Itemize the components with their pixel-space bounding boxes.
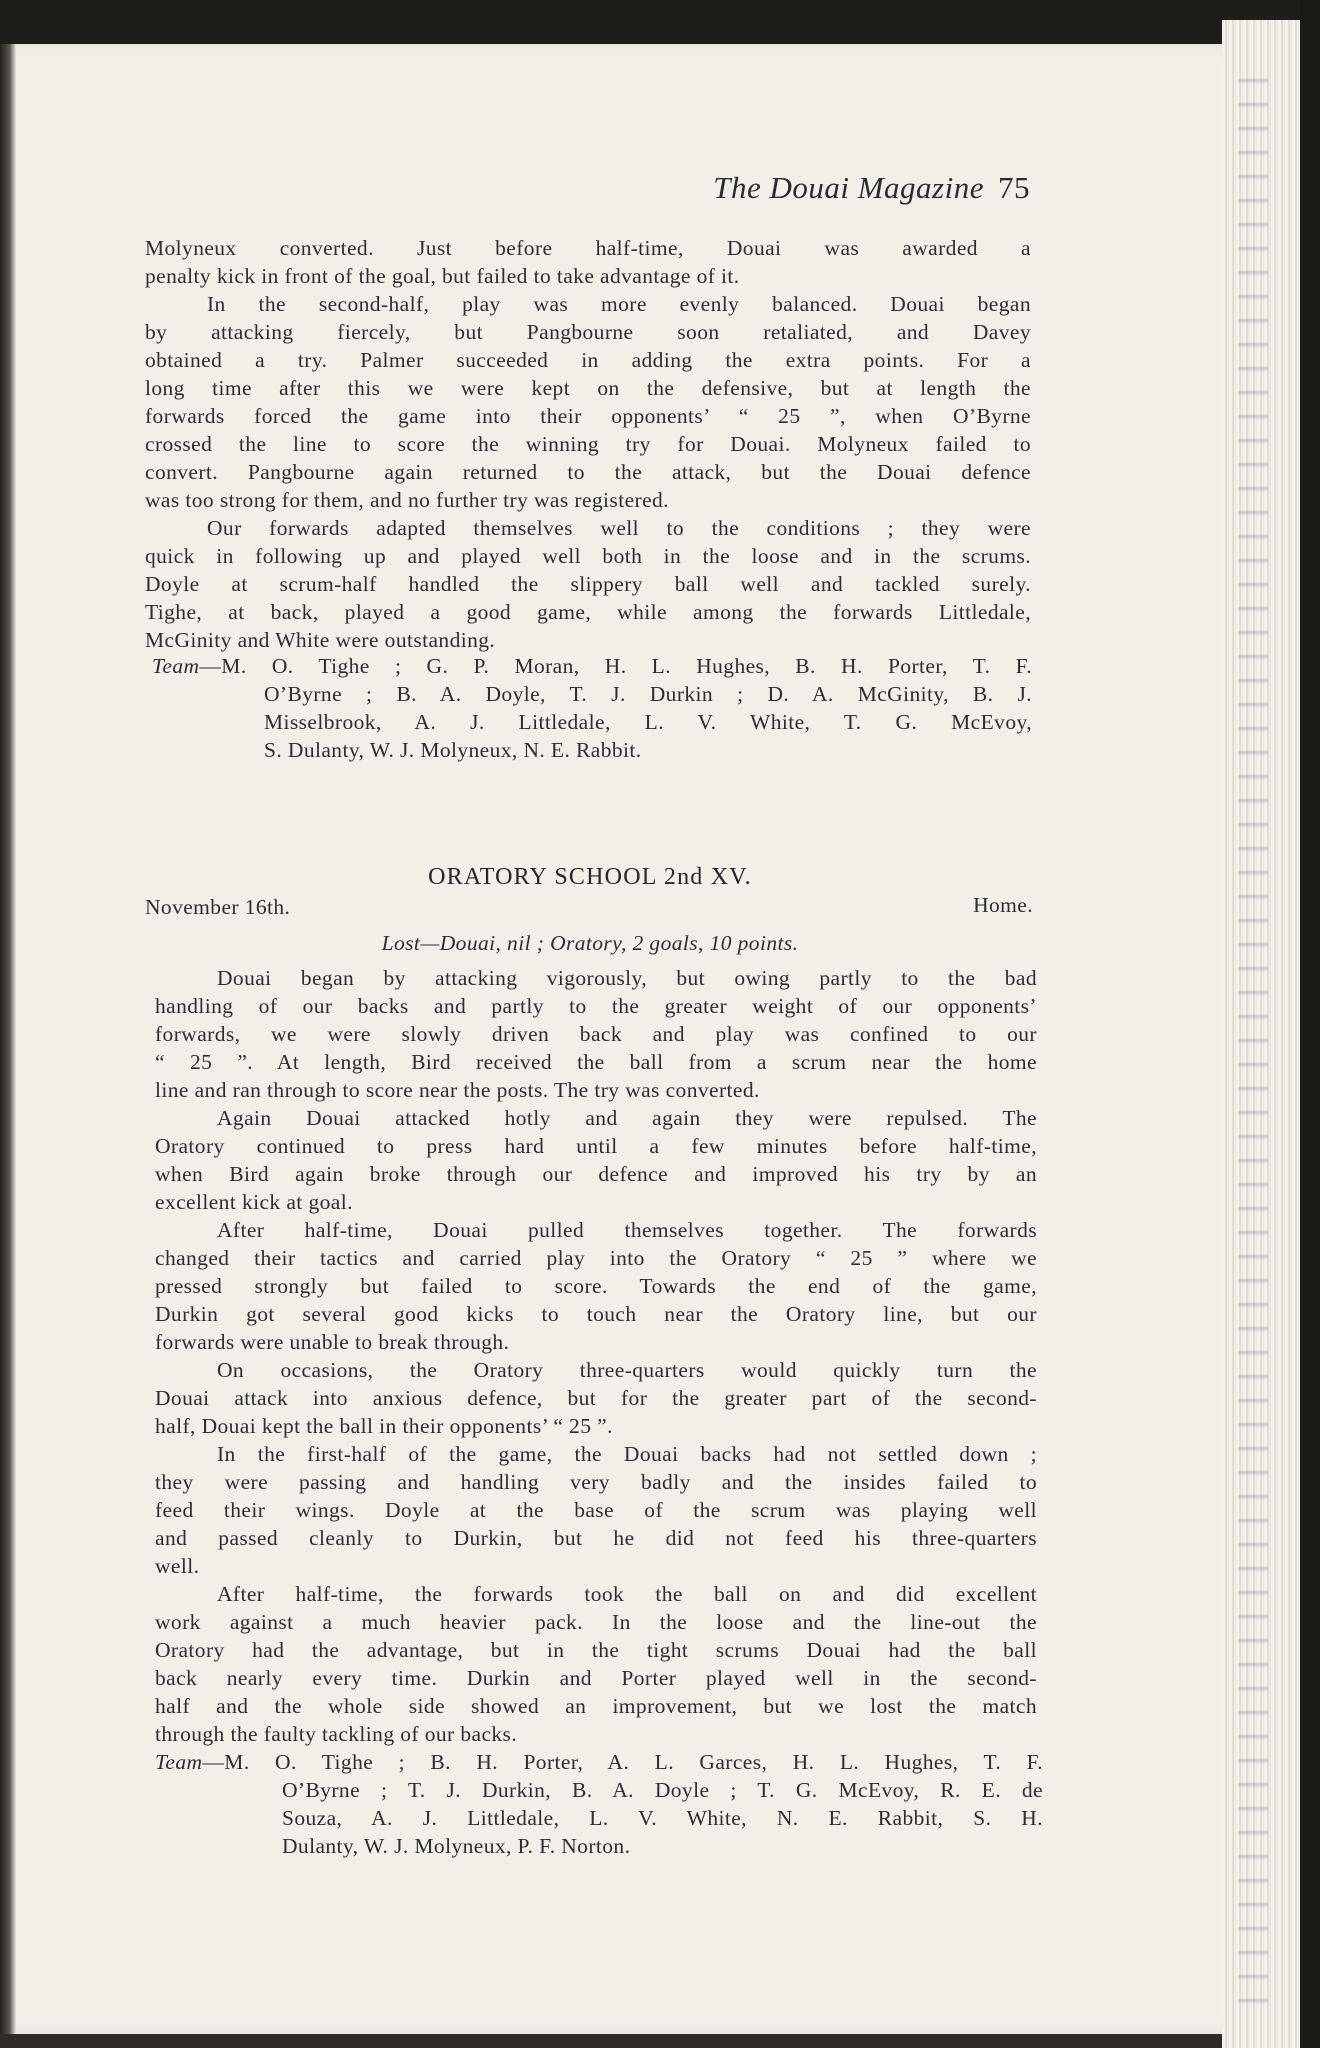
text-line: After half-time, Douai pulled themselves together. The forwards — [217, 1218, 1037, 1242]
team-label: Team — [155, 1750, 203, 1774]
magazine-title: The Douai Magazine — [713, 170, 984, 205]
text-line: Doyle at scrum-half handled the slippery ball well and tackled surely. — [145, 572, 1031, 596]
team-line: Souza, A. J. Littledale, L. V. White, N. E. Rabbit, S. H. — [282, 1806, 1043, 1830]
text-line: Tighe, at back, played a good game, while among the forwards Littledale, — [145, 600, 1031, 624]
text-line: Oratory continued to press hard until a few minutes before half-time, — [155, 1134, 1037, 1158]
text-line: On occasions, the Oratory three-quarters would quickly turn the — [217, 1358, 1037, 1382]
text-line: quick in following up and played well both in the loose and in the scrums. — [145, 544, 1031, 568]
team-label: Team — [152, 654, 200, 678]
team-line — [155, 1748, 1043, 1776]
team-line: O’Byrne ; T. J. Durkin, B. A. Doyle ; T. G. McEvoy, R. E. de — [282, 1778, 1043, 1802]
match-date: November 16th. — [145, 895, 291, 919]
text-line: obtained a try. Palmer succeeded in adding the extra points. For a — [145, 348, 1031, 372]
text-line: and passed cleanly to Durkin, but he did not feed his three-quarters — [155, 1526, 1037, 1550]
text-line: convert. Pangbourne again returned to the attack, but the Douai defence — [145, 460, 1031, 484]
paragraph-8 — [155, 1440, 1037, 1580]
team-names: —M. O. Tighe ; B. H. Porter, A. L. Garces, H. L. Hughes, T. F. — [202, 1750, 1043, 1774]
match-venue: Home. — [973, 893, 1033, 917]
book-top-edge — [0, 0, 1320, 44]
text-line: crossed the line to score the winning try for Douai. Molyneux failed to — [145, 432, 1031, 456]
text-line: line and ran through to score near the posts. The try was converted. — [155, 1078, 760, 1102]
paragraph-1 — [145, 234, 1031, 290]
text-line: Again Douai attacked hotly and again they were repulsed. The — [217, 1106, 1037, 1130]
text-line: handling of our backs and partly to the greater weight of our opponents’ — [155, 994, 1037, 1018]
text-line: well. — [155, 1554, 200, 1578]
match-heading: ORATORY SCHOOL 2nd XV. — [428, 864, 752, 890]
text-line: feed their wings. Doyle at the base of the scrum was playing well — [155, 1498, 1037, 1522]
match-result: Lost—Douai, nil ; Oratory, 2 goals, 10 points. — [381, 931, 799, 955]
text-line: Our forwards adapted themselves well to the conditions ; they were — [207, 516, 1031, 540]
text-line: excellent kick at goal. — [155, 1190, 353, 1214]
book-binding — [0, 44, 16, 2034]
team-line: Misselbrook, A. J. Littledale, L. V. White, T. G. McEvoy, — [264, 710, 1032, 734]
team-line: Dulanty, W. J. Molyneux, P. F. Norton. — [282, 1834, 631, 1858]
text-line: changed their tactics and carried play into the Oratory “ 25 ” where we — [155, 1246, 1037, 1270]
text-line: by attacking fiercely, but Pangbourne soon retaliated, and Davey — [145, 320, 1031, 344]
text-line: In the second-half, play was more evenly balanced. Douai began — [207, 292, 1031, 316]
paragraph-5 — [155, 1104, 1037, 1216]
text-line: when Bird again broke through our defence and improved his try by an — [155, 1162, 1037, 1186]
text-line: In the first-half of the game, the Douai backs had not settled down ; — [217, 1442, 1037, 1466]
paragraph-3 — [145, 514, 1031, 654]
book-cover-edge — [1300, 0, 1320, 2048]
text-line: Douai began by attacking vigorously, but owing partly to the bad — [217, 966, 1037, 990]
paragraph-4 — [155, 964, 1037, 1104]
text-line: through the faulty tackling of our backs. — [155, 1722, 518, 1746]
text-line: After half-time, the forwards took the ball on and did excellent — [217, 1582, 1037, 1606]
text-line: Douai attack into anxious defence, but for the greater part of the second- — [155, 1386, 1037, 1410]
text-line: half and the whole side showed an improvement, but we lost the match — [155, 1694, 1037, 1718]
text-line: McGinity and White were outstanding. — [145, 628, 496, 652]
text-line: was too strong for them, and no further try was registered. — [145, 488, 669, 512]
page-edge-stripes — [1238, 60, 1268, 2020]
paragraph-6 — [155, 1216, 1037, 1356]
text-line: Oratory had the advantage, but in the tight scrums Douai had the ball — [155, 1638, 1037, 1662]
text-line: “ 25 ”. At length, Bird received the ball from a scrum near the home — [155, 1050, 1037, 1074]
team-list-1 — [152, 652, 1032, 764]
text-line: long time after this we were kept on the defensive, but at length the — [145, 376, 1031, 400]
paragraph-7 — [155, 1356, 1037, 1440]
team-list-2 — [155, 1748, 1043, 1860]
text-line: they were passing and handling very badly and the insides failed to — [155, 1470, 1037, 1494]
text-line: Durkin got several good kicks to touch near the Oratory line, but our — [155, 1302, 1037, 1326]
text-line: pressed strongly but failed to score. Towards the end of the game, — [155, 1274, 1037, 1298]
text-line: forwards forced the game into their opponents’ “ 25 ”, when O’Byrne — [145, 404, 1031, 428]
team-line — [152, 652, 1032, 680]
team-line: S. Dulanty, W. J. Molyneux, N. E. Rabbit. — [264, 738, 642, 762]
paragraph-2 — [145, 290, 1031, 514]
text-line: half, Douai kept the ball in their opponents’ “ 25 ”. — [155, 1414, 613, 1438]
text-line: forwards were unable to break through. — [155, 1330, 510, 1354]
paragraph-9 — [155, 1580, 1037, 1748]
running-head — [660, 170, 1030, 206]
text-line: back nearly every time. Durkin and Porter played well in the second- — [155, 1666, 1037, 1690]
text-line: work against a much heavier pack. In the loose and the line-out the — [155, 1610, 1037, 1634]
team-line: O’Byrne ; B. A. Doyle, T. J. Durkin ; D. A. McGinity, B. J. — [264, 682, 1032, 706]
team-names: —M. O. Tighe ; G. P. Moran, H. L. Hughes, B. H. Porter, T. F. — [199, 654, 1032, 678]
page-number: 75 — [998, 170, 1030, 205]
text-line: forwards, we were slowly driven back and play was confined to our — [155, 1022, 1037, 1046]
text-line: penalty kick in front of the goal, but failed to take advantage of it. — [145, 264, 740, 288]
text-line: Molyneux converted. Just before half-time, Douai was awarded a — [145, 236, 1031, 260]
